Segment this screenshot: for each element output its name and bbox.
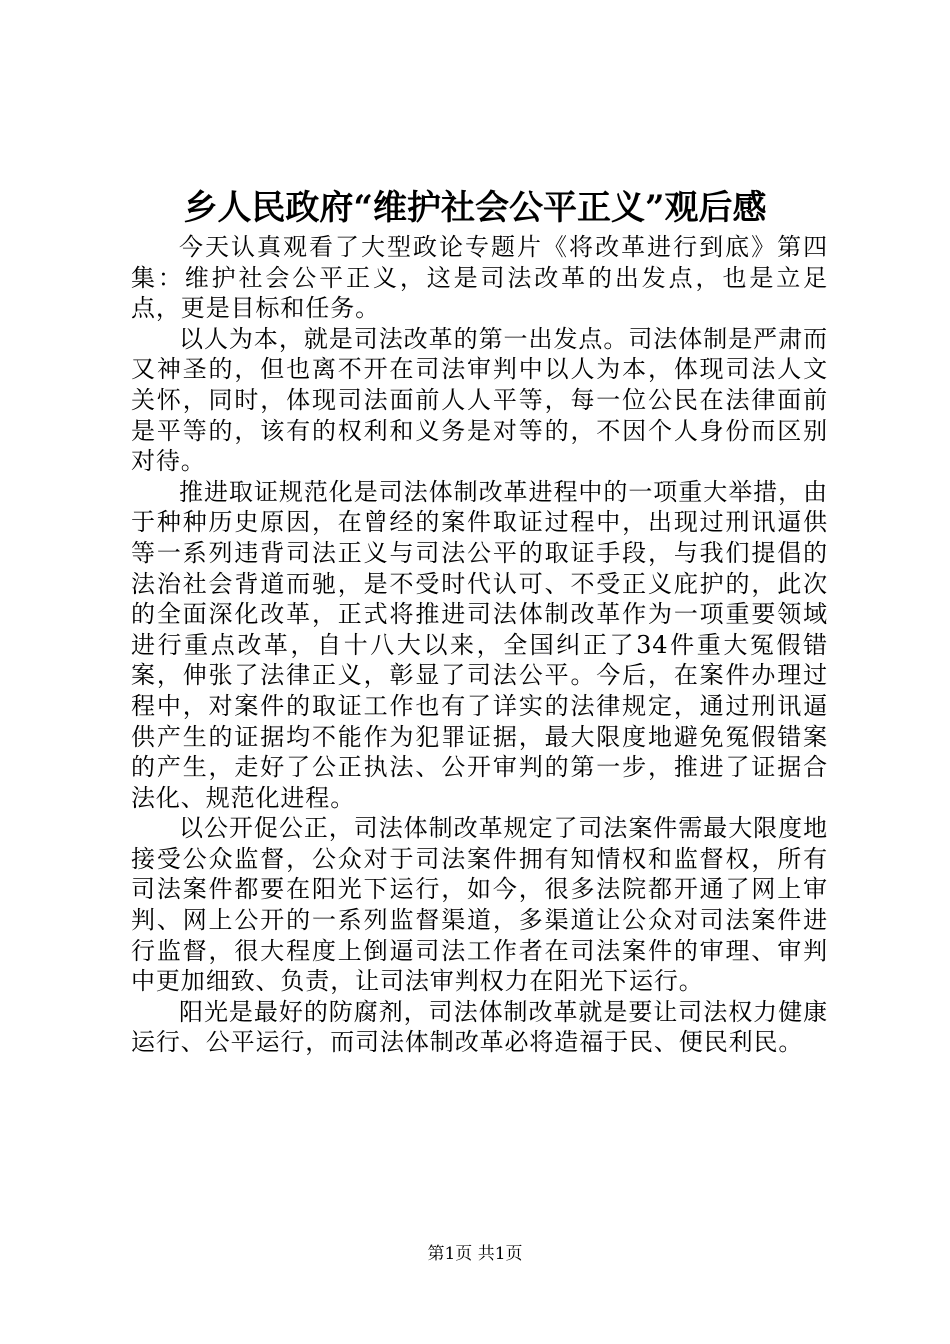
paragraph-1: 今天认真观看了大型政论专题片《将改革进行到底》第四集：维护社会公平正义，这是司法改革的出发点，也是立足点，更是目标和任务。 [131, 233, 828, 323]
document-body [131, 232, 828, 1058]
paragraph-2: 以人为本，就是司法改革的第一出发点。司法体制是严肃而又神圣的，但也离不开在司法审判中以人为本，体现司法人文关怀，同时，体现司法面前人人平等，每一位公民在法律面前是平等的，该有的权利和义务是对等的，不因个人身份而区别对待。 [131, 324, 828, 476]
page-footer: 第1页 共1页 [427, 1244, 523, 1264]
paragraph-3: 推进取证规范化是司法体制改革进程中的一项重大举措，由于种种历史原因，在曾经的案件取证过程中，出现过刑讯逼供等一系列违背司法正义与司法公平的取证手段，与我们提倡的法治社会背道而驰，是不受时代认可、不受正义庇护的，此次的全面深化改革，正式将推进司法体制改革作为一项重要领域进行重点改革，自十八大以来，全国纠正了34件重大冤假错案，伸张了法律正义，彰显了司法公平。今后，在案件办理过程中，对案件的取证工作也有了详实的法律规定，通过刑讯逼供产生的证据均不能作为犯罪证据，最大限度地避免冤假错案的产生，走好了公正执法、公开审判的第一步，推进了证据合法化、规范化进程。 [131, 477, 828, 812]
paragraph-5: 阳光是最好的防腐剂，司法体制改革就是要让司法权力健康运行、公平运行，而司法体制改革必将造福于民、便民利民。 [131, 997, 828, 1057]
document-title: 乡人民政府“维护社会公平正义”观后感 [183, 188, 767, 228]
paragraph-4: 以公开促公正，司法体制改革规定了司法案件需最大限度地接受公众监督，公众对于司法案件拥有知情权和监督权，所有司法案件都要在阳光下运行，如今，很多法院都开通了网上审判、网上公开的一系列监督渠道，多渠道让公众对司法案件进行监督，很大程度上倒逼司法工作者在司法案件的审理、审判中更加细致、负责，让司法审判权力在阳光下运行。 [131, 814, 828, 996]
